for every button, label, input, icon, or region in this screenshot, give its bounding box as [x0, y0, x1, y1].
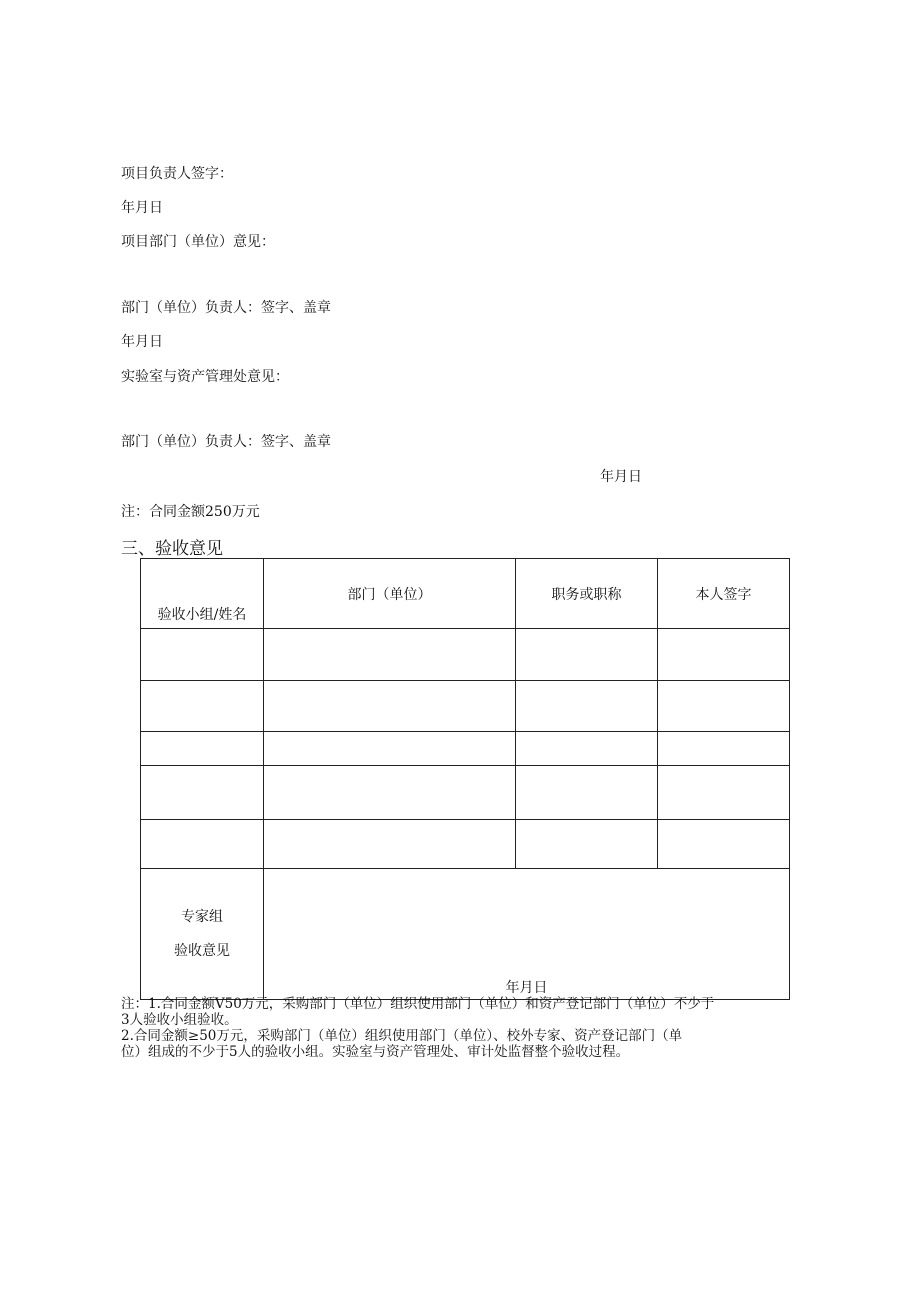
- table-cell[interactable]: [264, 681, 516, 732]
- header-group-name: 验收小组/姓名: [141, 559, 264, 629]
- footnote-line: 注：1.合同金额V50万元，采购部门（单位）组织使用部门（单位）和资产登记部门（单位）不少于: [121, 996, 715, 1012]
- table-cell[interactable]: [264, 732, 516, 766]
- date-line-2: 年月日: [121, 334, 163, 350]
- table-row: [141, 681, 790, 732]
- table-cell[interactable]: [516, 681, 658, 732]
- project-dept-opinion-label: 项目部门（单位）意见：: [121, 234, 275, 250]
- expert-opinion-date: 年月日: [505, 980, 548, 996]
- table-cell[interactable]: [658, 766, 790, 820]
- expert-label-line1: 专家组: [181, 909, 223, 925]
- table-cell[interactable]: [658, 629, 790, 681]
- table-cell[interactable]: [658, 820, 790, 869]
- dept-leader-signature-label-2: 部门（单位）负责人：签字、盖章: [121, 434, 331, 450]
- table-cell[interactable]: [141, 820, 264, 869]
- table-cell[interactable]: [658, 681, 790, 732]
- date-line-3: 年月日: [600, 469, 642, 485]
- expert-opinion-label: [141, 869, 264, 1000]
- dept-leader-signature-label-1: 部门（单位）负责人：签字、盖章: [121, 300, 331, 316]
- project-leader-signature-label: 项目负责人签字：: [121, 166, 233, 182]
- footnotes: [121, 996, 811, 1060]
- section-title: 三、验收意见: [121, 539, 223, 559]
- table-row: [141, 732, 790, 766]
- table-row: [141, 766, 790, 820]
- table-cell[interactable]: [516, 732, 658, 766]
- lab-asset-opinion-label: 实验室与资产管理处意见：: [121, 369, 289, 385]
- footnote-line: 位）组成的不少于5人的验收小组。实验室与资产管理处、审计处监督整个验收过程。: [121, 1044, 630, 1060]
- table-cell[interactable]: [264, 820, 516, 869]
- table-row: [141, 820, 790, 869]
- table-cell[interactable]: [516, 629, 658, 681]
- expert-label-line2: 验收意见: [174, 943, 230, 959]
- table-cell[interactable]: [141, 732, 264, 766]
- table-cell[interactable]: [141, 766, 264, 820]
- table-cell[interactable]: [516, 766, 658, 820]
- footnote-line: 3人验收小组验收。: [121, 1012, 238, 1028]
- header-signature: 本人签字: [658, 559, 790, 629]
- table-header-row: [141, 559, 790, 629]
- table-cell[interactable]: [516, 820, 658, 869]
- header-title: 职务或职称: [516, 559, 658, 629]
- expert-opinion-field[interactable]: [264, 869, 790, 1000]
- table-cell[interactable]: [658, 732, 790, 766]
- acceptance-table: [140, 558, 790, 1000]
- header-department: 部门（单位）: [264, 559, 516, 629]
- table-cell[interactable]: [264, 629, 516, 681]
- footnote-line: 2.合同金额≥50万元，采购部门（单位）组织使用部门（单位）、校外专家、资产登记部门（单: [121, 1028, 683, 1044]
- contract-amount-note: 注：合同金额250万元: [121, 504, 260, 520]
- table-cell[interactable]: [264, 766, 516, 820]
- table-cell[interactable]: [141, 629, 264, 681]
- date-line-1: 年月日: [121, 200, 163, 216]
- expert-opinion-row: [141, 869, 790, 1000]
- table-row: [141, 629, 790, 681]
- table-cell[interactable]: [141, 681, 264, 732]
